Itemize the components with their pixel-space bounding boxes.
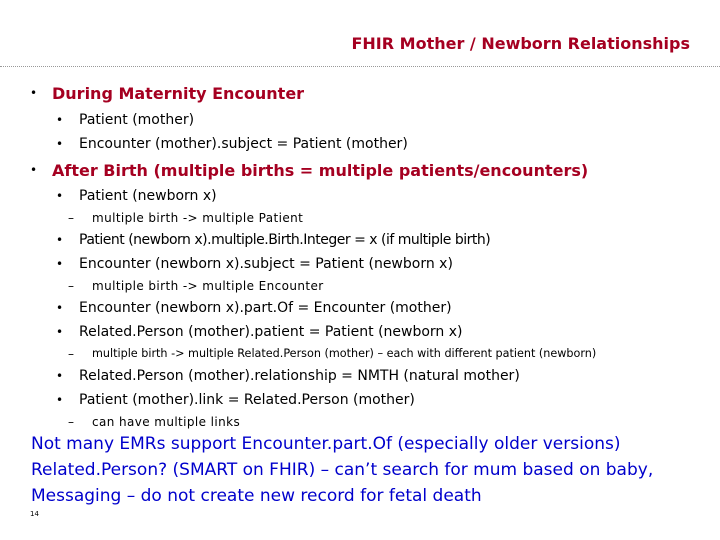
- bullet-marker: –: [68, 347, 74, 361]
- bullet-text: multiple birth -> multiple Patient: [92, 211, 304, 225]
- slide-title: FHIR Mother / Newborn Relationships: [351, 34, 690, 53]
- bullet-text: Patient (newborn x): [79, 188, 217, 204]
- bullet-text: Patient (mother): [79, 112, 195, 128]
- bullet-text: Encounter (newborn x).part.Of = Encounter (mother): [79, 300, 452, 316]
- bullet-marker: •: [56, 325, 64, 339]
- bullet-text: After Birth (multiple births = multiple patients/encounters): [52, 161, 589, 180]
- page-number: 14: [30, 510, 39, 518]
- bullet-marker: •: [56, 393, 64, 407]
- bullet-text: Encounter (mother).subject = Patient (mother): [79, 136, 408, 152]
- bullet-marker: –: [68, 279, 74, 293]
- bullet-marker: •: [56, 113, 64, 127]
- bullet-marker: –: [68, 211, 74, 225]
- bullet-marker: •: [30, 86, 38, 100]
- bullet-marker: •: [56, 233, 64, 247]
- bullet-marker: •: [56, 301, 64, 315]
- bullet-text: Encounter (newborn x).subject = Patient (newborn x): [79, 256, 453, 272]
- bullet-text: Related.Person (mother).relationship = NMTH (natural mother): [79, 368, 520, 384]
- bullet-marker: •: [56, 257, 64, 271]
- bullet-marker: •: [56, 189, 64, 203]
- bullet-text: Patient (mother).link = Related.Person (mother): [79, 392, 415, 408]
- bullet-text: Related.Person (mother).patient = Patient (newborn x): [79, 324, 463, 340]
- bullet-marker: –: [68, 415, 74, 429]
- bullet-marker: •: [56, 369, 64, 383]
- title-divider: [0, 66, 720, 67]
- bullet-text: can have multiple links: [92, 415, 241, 429]
- bullet-marker: •: [56, 137, 64, 151]
- bullet-text: During Maternity Encounter: [52, 84, 305, 103]
- note-line-3: Messaging – do not create new record for fetal death: [31, 486, 482, 506]
- note-line-1: Not many EMRs support Encounter.part.Of (especially older versions): [31, 434, 621, 454]
- note-line-2: Related.Person? (SMART on FHIR) – can’t search for mum based on baby,: [31, 460, 654, 480]
- bullet-text: Patient (newborn x).multiple.Birth.Integer = x (if multiple birth): [79, 232, 491, 248]
- bullet-text: multiple birth -> multiple Related.Person (mother) – each with different patient (newborn): [92, 347, 597, 360]
- bullet-text: multiple birth -> multiple Encounter: [92, 279, 324, 293]
- bullet-marker: •: [30, 163, 38, 177]
